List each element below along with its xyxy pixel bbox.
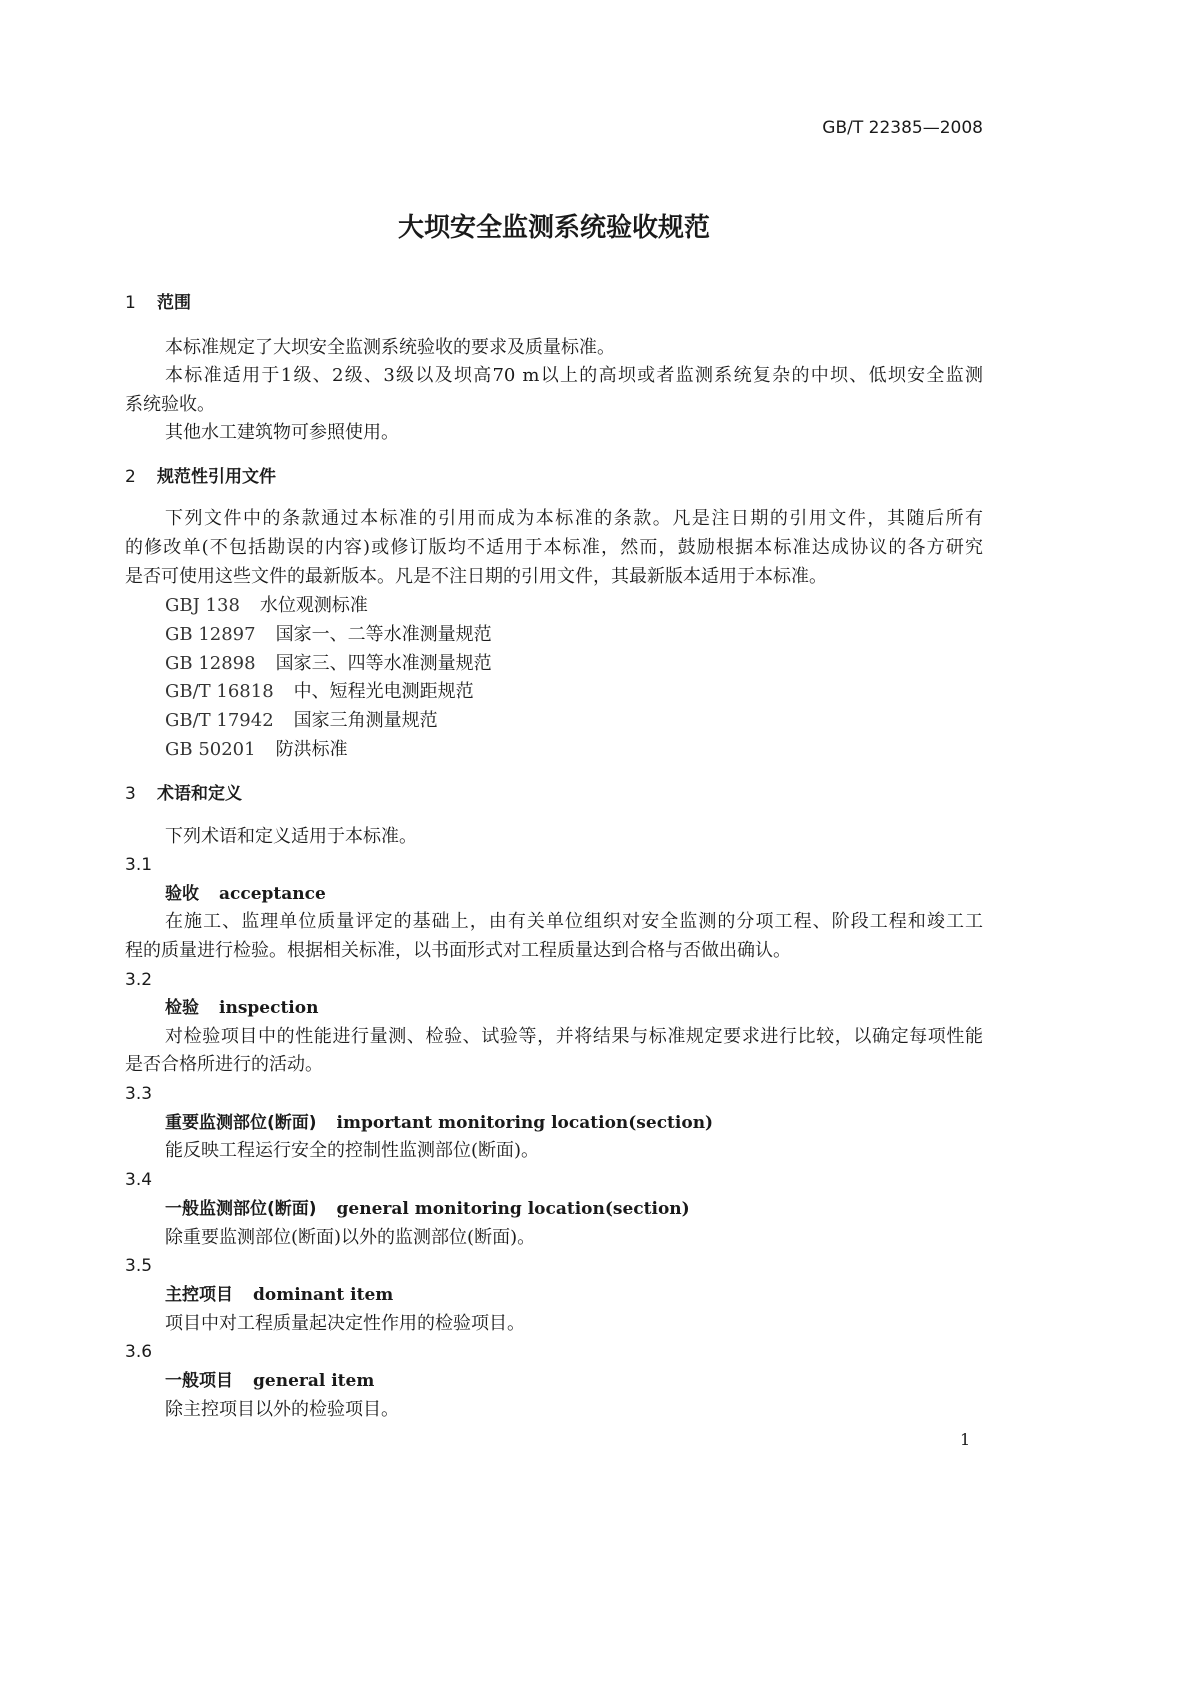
term-definition: 程的质量进行检验。根据相关标准，以书面形式对工程质量达到合格与否做出确认。 bbox=[125, 940, 791, 961]
term-title: 验收 acceptance bbox=[165, 884, 326, 904]
term-definition: 是否合格所进行的活动。 bbox=[125, 1054, 323, 1075]
reference-item: GB 12898 国家三、四等水准测量规范 bbox=[165, 653, 492, 674]
paragraph: 系统验收。 bbox=[125, 394, 215, 415]
term-number: 3.3 bbox=[125, 1084, 153, 1104]
term-number: 3.4 bbox=[125, 1170, 153, 1190]
term-number: 3.6 bbox=[125, 1342, 153, 1362]
term-title: 一般监测部位(断面) general monitoring location(section) bbox=[165, 1199, 690, 1219]
paragraph: 下列术语和定义适用于本标准。 bbox=[165, 826, 417, 847]
term-number: 3.1 bbox=[125, 855, 153, 875]
term-definition: 对检验项目中的性能进行量测、检验、试验等，并将结果与标准规定要求进行比较，以确定每项性能 bbox=[165, 1026, 983, 1047]
term-title: 一般项目 general item bbox=[165, 1371, 375, 1391]
reference-item: GBJ 138 水位观测标准 bbox=[165, 595, 368, 616]
term-title: 重要监测部位(断面) important monitoring location(section) bbox=[165, 1113, 714, 1133]
section-heading: 3 术语和定义 bbox=[125, 784, 242, 804]
term-number: 3.2 bbox=[125, 970, 153, 990]
reference-item: GB 12897 国家一、二等水准测量规范 bbox=[165, 624, 492, 645]
paragraph: 的修改单(不包括勘误的内容)或修订版均不适用于本标准，然而，鼓励根据本标准达成协议的各方研究 bbox=[125, 537, 983, 558]
reference-item: GB/T 16818 中、短程光电测距规范 bbox=[165, 681, 474, 702]
section-heading: 1 范围 bbox=[125, 293, 191, 313]
term-definition: 能反映工程运行安全的控制性监测部位(断面)。 bbox=[165, 1140, 540, 1161]
page-number: 1 bbox=[960, 1430, 971, 1449]
paragraph: 本标准规定了大坝安全监测系统验收的要求及质量标准。 bbox=[165, 337, 615, 358]
paragraph: 是否可使用这些文件的最新版本。凡是不注日期的引用文件，其最新版本适用于本标准。 bbox=[125, 566, 827, 587]
term-definition: 除重要监测部位(断面)以外的监测部位(断面)。 bbox=[165, 1227, 536, 1248]
term-number: 3.5 bbox=[125, 1256, 153, 1276]
term-definition: 项目中对工程质量起决定性作用的检验项目。 bbox=[165, 1313, 525, 1334]
term-title: 主控项目 dominant item bbox=[165, 1285, 394, 1305]
paragraph: 其他水工建筑物可参照使用。 bbox=[165, 422, 399, 443]
term-definition: 除主控项目以外的检验项目。 bbox=[165, 1399, 399, 1420]
section-heading: 2 规范性引用文件 bbox=[125, 467, 276, 487]
reference-item: GB 50201 防洪标准 bbox=[165, 739, 348, 760]
reference-item: GB/T 17942 国家三角测量规范 bbox=[165, 710, 438, 731]
term-title: 检验 inspection bbox=[165, 998, 319, 1018]
page-title: 大坝安全监测系统验收规范 bbox=[397, 213, 710, 243]
paragraph: 本标准适用于1级、2级、3级以及坝高70 m以上的高坝或者监测系统复杂的中坝、低坝安全监测 bbox=[165, 365, 983, 386]
standard-number: GB/T 22385—2008 bbox=[822, 118, 983, 138]
term-definition: 在施工、监理单位质量评定的基础上，由有关单位组织对安全监测的分项工程、阶段工程和竣工工 bbox=[165, 911, 983, 932]
paragraph: 下列文件中的条款通过本标准的引用而成为本标准的条款。凡是注日期的引用文件，其随后所有 bbox=[165, 508, 983, 529]
